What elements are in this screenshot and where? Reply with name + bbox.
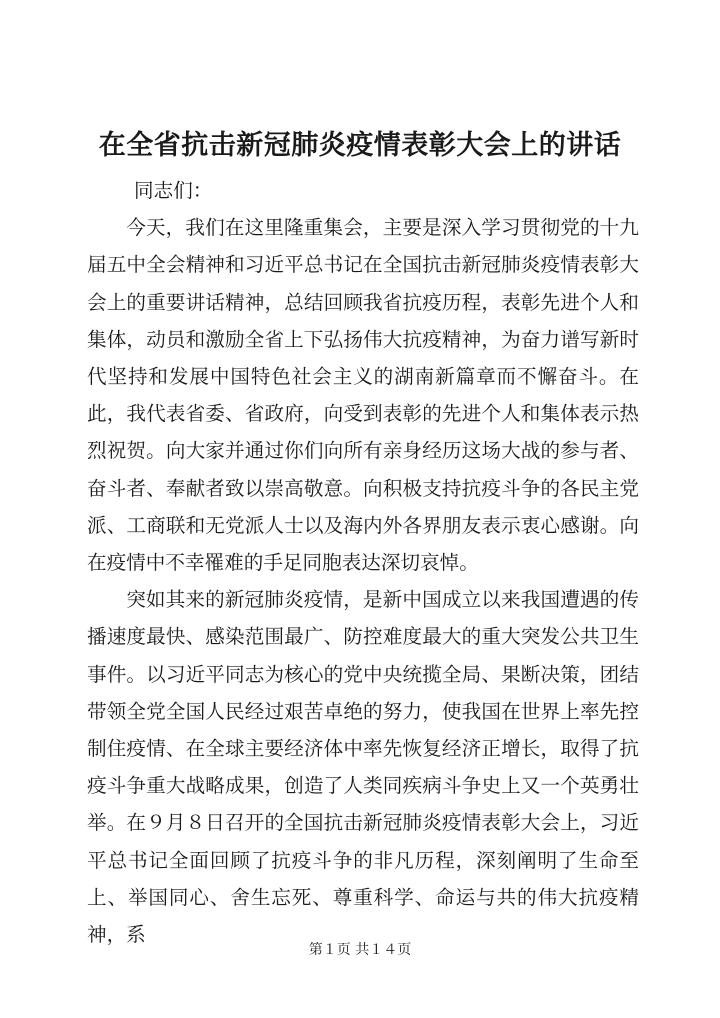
document-body bbox=[87, 172, 639, 953]
paragraph-2: 突如其来的新冠肺炎疫情，是新中国成立以来我国遭遇的传播速度最快、感染范围最广、防控难度最大的重大突发公共卫生事件。以习近平同志为核心的党中央统揽全局、果断决策，团结带领全党全国人民经过艰苦卓绝的努力，使我国在世界上率先控制住疫情、在全球主要经济体中率先恢复经济正增长，取得了抗疫斗争重大战略成果，创造了人类同疾病斗争史上又一个英勇壮举。在９月８日召开的全国抗击新冠肺炎疫情表彰大会上，习近平总书记全面回顾了抗疫斗争的非凡历程，深刻阐明了生命至上、举国同心、舍生忘死、尊重科学、命运与共的伟大抗疫精神，系 bbox=[87, 588, 639, 947]
document-title: 在全省抗击新冠肺炎疫情表彰大会上的讲话 bbox=[98, 130, 622, 161]
page-number: 第１页 共１４页 bbox=[308, 942, 412, 958]
greeting: 同志们： bbox=[134, 179, 213, 202]
paragraph-1: 今天，我们在这里隆重集会，主要是深入学习贯彻党的十九届五中全会精神和习近平总书记在全国抗击新冠肺炎疫情表彰大会上的重要讲话精神，总结回顾我省抗疫历程，表彰先进个人和集体，动员和激励全省上下弘扬伟大抗疫精神，为奋力谱写新时代坚持和发展中国特色社会主义的湖南新篇章而不懈奋斗。在此，我代表省委、省政府，向受到表彰的先进个人和集体表示热烈祝贺。向大家并通过你们向所有亲身经历这场大战的参与者、奋斗者、奉献者致以崇高敬意。向积极支持抗疫斗争的各民主党派、工商联和无党派人士以及海内外各界朋友表示衷心感谢。向在疫情中不幸罹难的手足同胞表达深切哀悼。 bbox=[87, 216, 639, 575]
